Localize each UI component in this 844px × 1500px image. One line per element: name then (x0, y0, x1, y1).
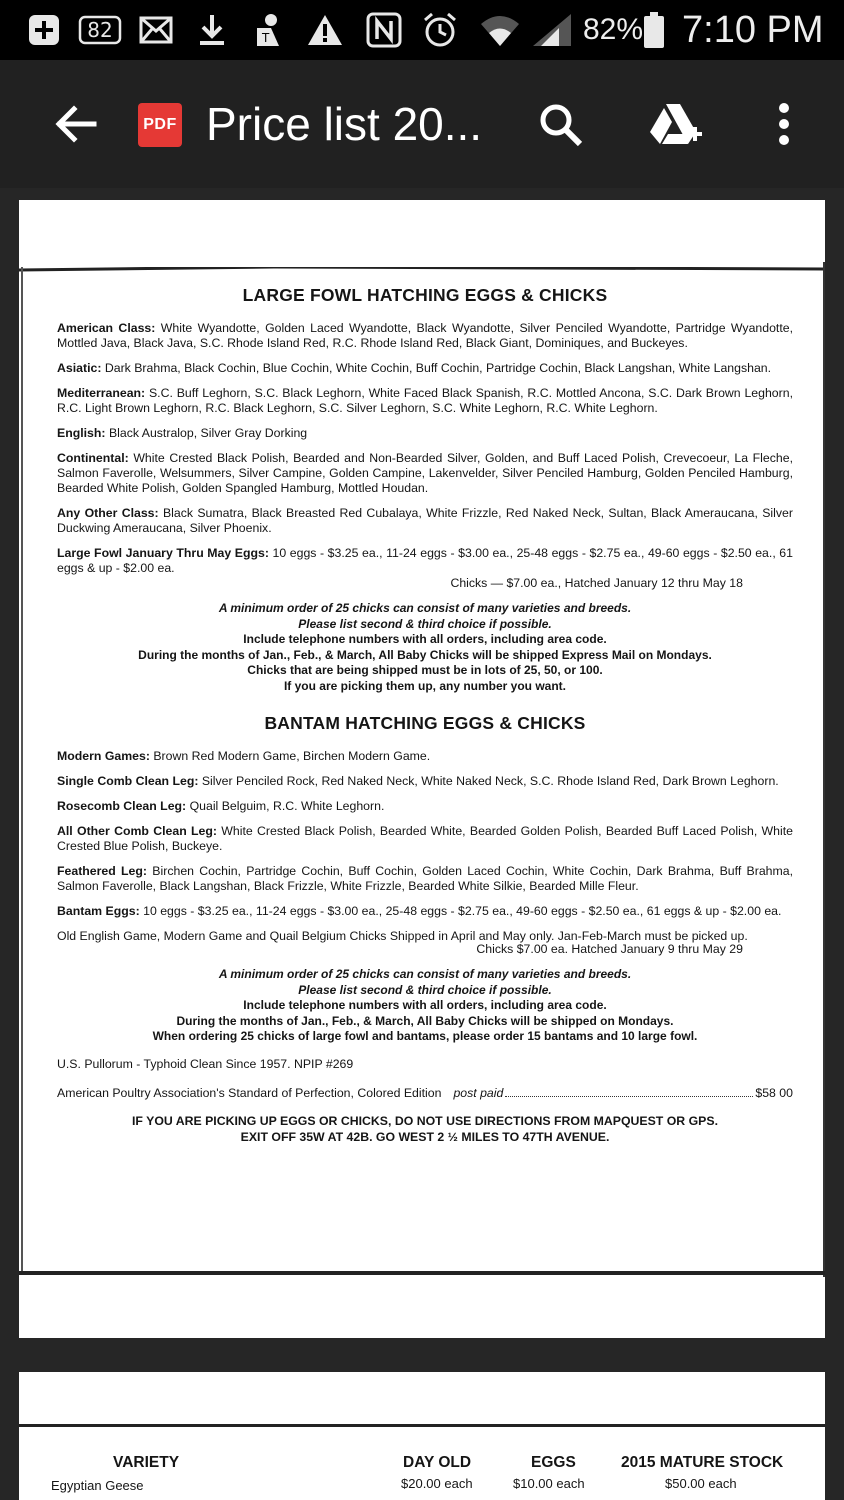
add-icon (26, 12, 62, 48)
notification-count: 82 (87, 18, 113, 42)
battery-icon (642, 12, 666, 48)
apa-standard-price: American Poultry Association's Standard of Perfection, Colored Edition post paid $58 00 (57, 1085, 793, 1100)
directions-notice: IF YOU ARE PICKING UP EGGS OR CHICKS, DO NOT USE DIRECTIONS FROM MAPQUEST OR GPS. EXIT OFF 35W AT 42B. GO WEST 2 ½ MILES TO 47TH AVENUE. (132, 1113, 718, 1144)
bantam-order-notice: A minimum order of 25 chicks can consist of many varieties and breeds. Please list second & third choice if possible. Include telephone numbers with all orders, including area code. During the months of Jan., Feb., & March, All Baby Chicks will be shipped on Mondays. When ordering 25 chicks of large fowl and bantams, please order 15 bantams and 10 large fowl. (152, 967, 698, 1043)
pullorum-note: U.S. Pullorum - Typhoid Clean Since 1957. NPIP #269 (57, 1056, 354, 1071)
large-fowl-egg-prices: Large Fowl January Thru May Eggs: 10 eggs - $3.25 ea., 11-24 eggs - $3.00 ea., 25-48 eggs - $2.75 ea., 49-60 eggs - $2.50 ea., 61 eggs & up - $2.00 ea. (57, 546, 793, 575)
alarm-icon (420, 12, 460, 48)
rosecomb-class: Rosecomb Clean Leg: Quail Belguim, R.C. White Leghorn. (57, 799, 385, 813)
tmobile-icon (248, 12, 288, 48)
svg-text:T: T (262, 31, 270, 45)
price-list-document (57, 285, 794, 1145)
eggs-header: EGGS (531, 1454, 576, 1471)
scan-border-left (21, 267, 23, 1275)
single-comb-class: Single Comb Clean Leg: Silver Penciled Rock, Red Naked Neck, White Naked Neck, S.C. Rhode Island Red, Dark Brown Leghorn. (57, 774, 779, 788)
large-fowl-chick-price: Chicks — $7.00 ea., Hatched January 12 thru May 18 (450, 576, 743, 590)
app-toolbar (0, 60, 844, 188)
modern-games-class: Modern Games: Brown Red Modern Game, Birchen Modern Game. (57, 749, 431, 763)
search-icon[interactable] (536, 100, 584, 148)
pdf-file-icon: PDF (138, 103, 182, 147)
english-class: English: Black Australop, Silver Gray Dorking (57, 426, 308, 440)
add-to-drive-icon[interactable] (648, 100, 704, 148)
large-fowl-heading: LARGE FOWL HATCHING EGGS & CHICKS (242, 285, 608, 305)
back-arrow-icon[interactable] (52, 100, 100, 148)
mail-icon (138, 12, 174, 48)
any-other-class: Any Other Class: Black Sumatra, Black Breasted Red Cubalaya, White Frizzle, Red Naked Neck, Sultan, Black Ameraucana, Silver Duckwing Ameraucana, Silver Phoenix. (57, 506, 793, 535)
nfc-icon (364, 12, 404, 48)
bantam-heading: BANTAM HATCHING EGGS & CHICKS (264, 713, 586, 733)
battery-percent: 82% (583, 13, 644, 46)
wifi-icon (478, 12, 522, 48)
large-fowl-order-notice: A minimum order of 25 chicks can consist of many varieties and breeds. Please list second & third choice if possible. Include telephone numbers with all orders, including area code. During the months of Jan., Feb., & March, All Baby Chicks will be shipped Express Mail on Mondays. Chicks that are being shipped must be in lots of 25, 50, or 100. If you are picking them up, any number you want. (138, 601, 712, 693)
warning-icon (305, 12, 345, 48)
table-row-variety: Egyptian Geese (51, 1478, 144, 1493)
other-comb-class: All Other Comb Clean Leg: White Crested Black Polish, Bearded White, Bearded Golden Polish, Bearded Buff Laced Polish, White Crested Blue Polish, Buckeye. (57, 824, 793, 853)
table-row-day-old: $20.00 each (401, 1476, 473, 1491)
mature-stock-header: 2015 MATURE STOCK (621, 1454, 784, 1471)
scan-border-top (19, 1424, 825, 1427)
asiatic-class: Asiatic: Dark Brahma, Black Cochin, Blue Cochin, White Cochin, Buff Cochin, Partridge Cochin, Black Langshan, White Langshan. (57, 361, 772, 375)
scan-border-bottom (19, 1271, 825, 1275)
variety-header: VARIETY (113, 1454, 180, 1471)
bantam-chick-price: Chicks $7.00 ea. Hatched January 9 thru May 29 (476, 942, 743, 956)
american-class: American Class: White Wyandotte, Golden Laced Wyandotte, Black Wyandotte, Silver Penciled Wyandotte, Partridge Wyandotte, Mottled Java, Black Java, S.C. Rhode Island Red, R.C. Rhode Island Red, Black Giant, Dominiques, and Buckeyes. (57, 321, 794, 350)
day-old-header: DAY OLD (403, 1454, 472, 1471)
table-row-mature: $50.00 each (665, 1476, 737, 1491)
feathered-leg-class: Feathered Leg: Birchen Cochin, Partridge Cochin, Buff Cochin, Golden Laced Cochin, White Cochin, Dark Brahma, Buff Brahma, Salmon Faverolle, Black Langshan, Black Frizzle, White Frizzle, Bearded White Silkie, Bearded Mille Fleur. (57, 864, 793, 893)
mediterranean-class: Mediterranean: S.C. Buff Leghorn, S.C. Black Leghorn, White Faced Black Spanish, R.C. Mottled Ancona, S.C. Dark Brown Leghorn, R.C. Light Brown Leghorn, R.C. Black Leghorn, S.C. Silver Leghorn, S.C. White Leghorn, R.C. White Leghorn. (57, 386, 793, 415)
notification-count-icon (78, 12, 122, 48)
continental-class: Continental: White Crested Black Polish, Bearded and Non-Bearded Silver, Golden, and Buff Laced Polish, Crevecoeur, La Fleche, Salmon Faverolle, Welsummers, Silver Campine, Golden Campine, Lakenvelder, Silver Penciled Hamburg, Golden Penciled Hamburg, Bearded White Polish, Golden Spangled Hamburg, Mottled Houdan. (57, 451, 793, 495)
more-options-icon[interactable] (760, 100, 808, 148)
signal-icon (530, 12, 574, 48)
document-title: Price list 20... (206, 98, 483, 150)
bantam-egg-prices: Bantam Eggs: 10 eggs - $3.25 ea., 11-24 eggs - $3.00 ea., 25-48 eggs - $2.75 ea., 49-60 eggs - $2.50 ea., 61 eggs & up - $2.00 ea. (57, 904, 782, 918)
bantam-shipping-note: Old English Game, Modern Game and Quail Belgium Chicks Shipped in April and May only. Jan-Feb-March must be picked up. (57, 929, 748, 943)
pdf-page-2[interactable] (19, 1372, 825, 1500)
download-icon (194, 12, 230, 48)
table-row-eggs: $10.00 each (513, 1476, 585, 1491)
pdf-page-1[interactable] (19, 200, 825, 1338)
scan-border-top (19, 267, 825, 273)
scan-border-right (823, 262, 825, 1277)
status-bar (0, 0, 844, 60)
clock: 7:10 PM (682, 9, 824, 51)
